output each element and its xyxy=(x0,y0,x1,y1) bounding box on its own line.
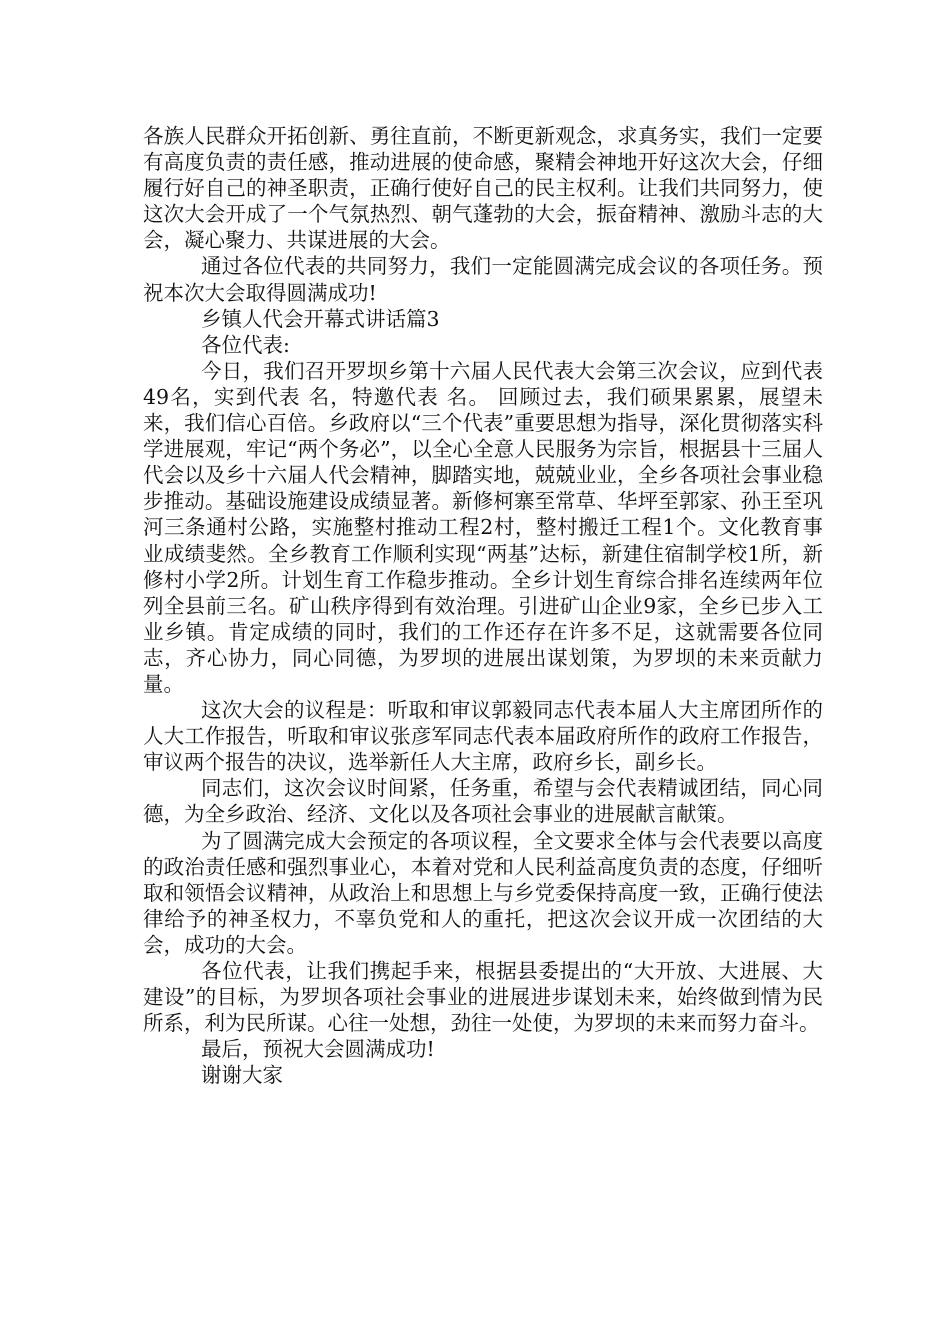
paragraph-review: 今日，我们召开罗坝乡第十六届人民代表大会第三次会议，应到代表49名，实到代表 名，特邀代表 名。 回顾过去，我们硕果累累，展望未来，我们信心百倍。乡政府以“三个代表”重要思想为指导，深化贯彻落实科学进展观，牢记“两个务必”，以全心全意人民服务为宗旨，根据县十三届人代会以及乡十六届人代会精神，脚踏实地，兢兢业业，全乡各项社会事业稳步推动。基础设施建设成绩显著。新修柯寨至常草、华坪至郭家、孙王至巩河三条通村公路，实施整村推动工程2村，整村搬迁工程1个。文化教育事业成绩斐然。全乡教育工作顺利实现“两基”达标，新建住宿制学校1所，新修村小学2所。计划生育工作稳步推动。全乡计划生育综合排名连续两年位列全县前三名。矿山秩序得到有效治理。引进矿山企业9家，全乡已步入工业乡镇。肯定成绩的同时，我们的工作还存在许多不足，这就需要各位同志，齐心协力，同心同德，为罗坝的进展出谋划策，为罗坝的未来贡献力量。 xyxy=(143,358,823,696)
paragraph-comrades: 同志们，这次会议时间紧，任务重，希望与会代表精诚团结，同心同德，为全乡政治、经济、文化以及各项社会事业的进展献言献策。 xyxy=(143,776,823,827)
section-title: 乡镇人代会开幕式讲话篇3 xyxy=(201,306,440,331)
paragraph-requirements: 为了圆满完成大会预定的各项议程，全文要求全体与会代表要以高度的政治责任感和强烈事业心，本着对党和人民利益高度负责的态度，仔细听取和领悟会议精神，从政治上和思想上与乡党委保持高度一致，正确行使法律给予的神圣权力，不辜负党和人的重托，把这次会议开成一次团结的大会，成功的大会。 xyxy=(143,828,823,957)
closing-wish: 最后，预祝大会圆满成功! xyxy=(201,1037,435,1062)
paragraph-continuation: 各族人民群众开拓创新、勇往直前，不断更新观念，求真务实，我们一定要有高度负责的责任感，推动进展的使命感，聚精会神地开好这次大会，仔细履行好自己的神圣职责，正确行使好自己的民主权利。让我们共同努力，使这次大会开成了一个气氛热烈、朝气蓬勃的大会，振奋精神、激励斗志的大会，凝心聚力、共谋进展的大会。 xyxy=(143,124,823,253)
document-body xyxy=(143,123,823,1088)
paragraph-call-to-action: 各位代表，让我们携起手来，根据县委提出的“大开放、大进展、大建设”的目标，为罗坝各项社会事业的进展进步谋划未来，始终做到情为民所系，利为民所谋。心往一处想，劲往一处使，为罗坝的未来而努力奋斗。 xyxy=(143,959,823,1036)
paragraph-wish-success: 通过各位代表的共同努力，我们一定能圆满完成会议的各项任务。预祝本次大会取得圆满成功! xyxy=(143,254,823,305)
salutation: 各位代表: xyxy=(201,332,290,357)
closing-thanks: 谢谢大家 xyxy=(201,1063,283,1088)
paragraph-agenda: 这次大会的议程是：听取和审议郭毅同志代表本届人大主席团所作的人大工作报告，听取和审议张彦军同志代表本届政府所作的政府工作报告，审议两个报告的决议，选举新任人大主席，政府乡长，副乡长。 xyxy=(143,698,823,775)
